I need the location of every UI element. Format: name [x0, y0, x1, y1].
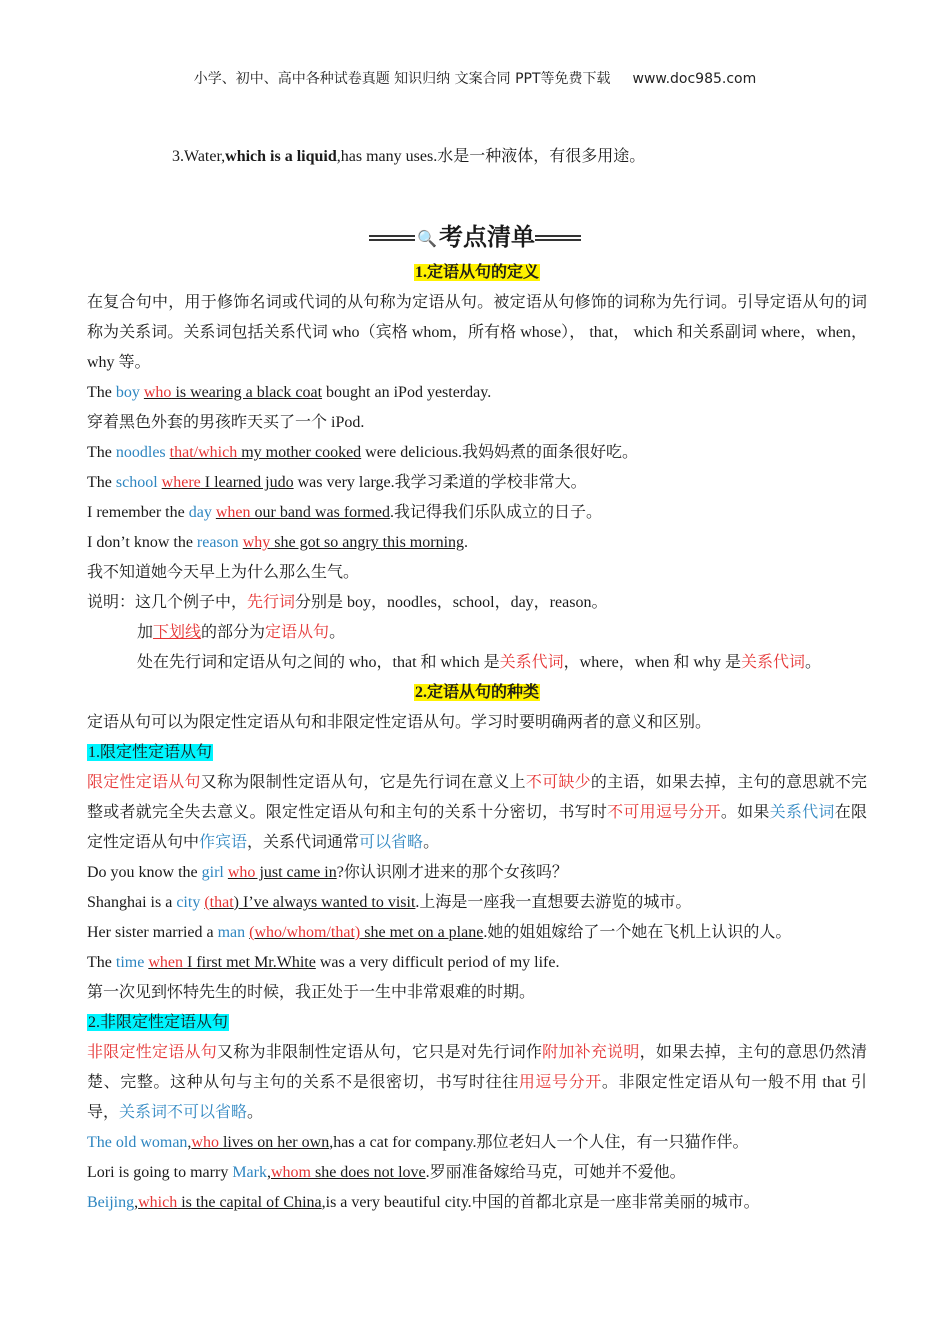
text-run: I learned judo — [200, 474, 294, 491]
restrictive-example-3 — [87, 918, 867, 948]
nonrestrictive-paragraph — [87, 1038, 867, 1128]
magnifier-icon: 🔍 — [417, 228, 437, 248]
highlight-term: time — [115, 954, 145, 971]
text-run: is wearing a black coat — [171, 384, 323, 401]
text-run — [243, 534, 464, 551]
highlight-term: Mark — [232, 1164, 267, 1181]
relative-word: 定语从句 — [265, 624, 330, 641]
text-run: was a very difficult period of my life. — [315, 954, 560, 971]
highlight-term: 可以省略 — [359, 834, 424, 851]
section-title-2-text: 2.定语从句的种类 — [414, 684, 539, 701]
text-run: .她的姐姐嫁给了一个她在飞机上认识的人。 — [483, 924, 792, 941]
text-run: .罗丽准备嫁给马克，可她并不爱他。 — [425, 1164, 686, 1181]
text-run: , — [266, 1164, 271, 1181]
example-5 — [87, 528, 867, 558]
text-run: she met on a plane — [360, 924, 484, 941]
section-title-2 — [87, 678, 867, 708]
relative-word: who — [191, 1134, 219, 1151]
text-run — [249, 924, 483, 941]
text-run: 又称为非限制性定语从句，它只是对先行词作 — [217, 1044, 543, 1061]
text-run: ，如果去掉，主句的意思仍然清楚、完整。这种从句与主句的关系不是很密切，书写时往往 — [87, 1044, 867, 1091]
restrictive-example-4 — [87, 948, 867, 978]
header-text: 小学、初中、高中各种试卷真题 知识归纳 文案合同 PPT等免费下载 — [193, 71, 611, 87]
text-run: is the capital of China — [177, 1194, 322, 1211]
text-run: I don’t know the — [87, 534, 197, 551]
definition-paragraph: 在复合句中，用于修饰名词或代词的从句称为定语从句。被定语从句修饰的词称为先行词。引导定语从句的词称为关系词。关系词包括关系代词 who（宾格 whom，所有格 whose）， that， which 和关系副词 where，when，why 等。 — [87, 294, 867, 371]
text-run: I remember the — [87, 504, 189, 521]
text-run — [138, 1194, 322, 1211]
nonrestrictive-example-2 — [87, 1158, 867, 1188]
text-run: ?你认识刚才进来的那个女孩吗？ — [336, 864, 568, 881]
relative-word: why — [242, 534, 271, 551]
note-2 — [87, 618, 867, 648]
text-run: she does not love — [310, 1164, 426, 1181]
text-run: bought an iPod yesterday. — [322, 384, 492, 401]
banner-title: 考点清单 — [438, 223, 535, 251]
relative-word: 关系代词 — [740, 654, 805, 671]
text-run: . — [464, 534, 469, 551]
text-run: 说明：这几个例子中， — [87, 594, 248, 611]
highlight-term: city — [176, 894, 201, 911]
text-run: were delicious.我妈妈煮的面条很好吃。 — [361, 444, 639, 461]
text-run: 。 — [329, 624, 346, 641]
relative-word: 非限定性定语从句 — [87, 1044, 218, 1061]
text-run: , — [187, 1134, 192, 1151]
relative-word: 用逗号分开 — [518, 1074, 602, 1091]
intro-pre: 3.Water, — [172, 148, 226, 165]
text-run: ，关系代词通常 — [247, 834, 360, 851]
text-run: our band was formed — [250, 504, 391, 521]
highlight-term: 作宾语 — [199, 834, 248, 851]
text-run: The — [87, 444, 116, 461]
relative-word: (who/whom/that) — [249, 924, 361, 941]
text-run — [216, 504, 390, 521]
restrictive-paragraph — [87, 768, 867, 858]
text-run: was very large.我学习柔道的学校非常大。 — [293, 474, 587, 491]
example-5-cn: 我不知道她今天早上为什么那么生气。 — [87, 564, 360, 581]
highlight-term: Beijing — [87, 1194, 135, 1211]
section-title-1 — [87, 258, 867, 288]
example-2 — [87, 438, 867, 468]
header-url[interactable]: www.doc985.com — [632, 71, 757, 87]
text-run: ，where，when 和 why 是 — [563, 654, 741, 671]
relative-word: ( — [204, 894, 210, 911]
relative-word: who — [143, 384, 172, 401]
text-run: The — [87, 954, 116, 971]
nonrestrictive-example-1 — [87, 1128, 867, 1158]
relative-word: 不可用逗号分开 — [607, 804, 721, 821]
intro-bold: which is a liquid — [225, 148, 337, 165]
highlight-term: day — [188, 504, 212, 521]
highlight-term: boy — [115, 384, 140, 401]
relative-word: 不可缺少 — [525, 774, 591, 791]
text-run: ) I’ve always wanted to visit — [233, 894, 416, 911]
highlight-term: 关系代词 — [769, 804, 835, 821]
banner-rule-right — [535, 235, 581, 241]
highlight-term: reason — [196, 534, 239, 551]
text-run: 的部分为 — [201, 624, 266, 641]
relative-word: 下划线 — [153, 624, 202, 641]
text-run: 加 — [137, 624, 154, 641]
relative-word: whom — [270, 1164, 311, 1181]
text-run — [144, 384, 322, 401]
highlight-term: girl — [201, 864, 224, 881]
types-intro: 定语从句可以为限定性定语从句和非限定性定语从句。学习时要明确两者的意义和区别。 — [87, 714, 712, 731]
text-run: 。非限定性定语从句一般不用 that 引导， — [87, 1074, 867, 1121]
relative-word: 关系代词 — [499, 654, 564, 671]
example-1-cn: 穿着黑色外套的男孩昨天买了一个 iPod. — [87, 414, 365, 431]
relative-word: which — [138, 1194, 178, 1211]
text-run: 。如果 — [720, 804, 770, 821]
nonrestrictive-example-3 — [87, 1188, 867, 1218]
relative-word: 限定性定语从句 — [87, 774, 201, 791]
text-run: just came in — [255, 864, 337, 881]
text-run: ,is a very beautiful city.中国的首都北京是一座非常美丽的城市。 — [321, 1194, 760, 1211]
text-run: Lori is going to marry — [87, 1164, 233, 1181]
section-title-1-text: 1.定语从句的定义 — [414, 264, 539, 281]
highlight-term: 关系词不可以省略 — [119, 1104, 248, 1121]
text-run: 。 — [247, 1104, 264, 1121]
restrictive-example-1 — [87, 858, 867, 888]
text-run — [191, 1134, 329, 1151]
text-run: 在限定性定语从句中 — [87, 804, 867, 851]
text-run: Shanghai is a — [87, 894, 177, 911]
text-run — [204, 894, 415, 911]
subheading-nonrestrictive — [87, 1008, 867, 1038]
highlight-term: school — [115, 474, 158, 491]
text-run — [148, 954, 316, 971]
text-run: , — [134, 1194, 139, 1211]
text-run: lives on her own — [218, 1134, 330, 1151]
text-run: 又称为限制性定语从句，它是先行词在意义上 — [200, 774, 526, 791]
banner-rule-left — [369, 235, 415, 241]
text-run: my mother cooked — [237, 444, 362, 461]
text-run: I first met Mr.White — [182, 954, 316, 971]
text-run: .上海是一座我一直想要去游览的城市。 — [415, 894, 692, 911]
text-run: 处在先行词和定语从句之间的 who，that 和 which 是 — [137, 654, 500, 671]
relative-word: that — [209, 894, 234, 911]
example-4 — [87, 498, 867, 528]
subheading-restrictive — [87, 738, 867, 768]
relative-word: 先行词 — [247, 594, 296, 611]
text-run: 1.限定性定语从句 — [88, 744, 213, 761]
main-content — [87, 258, 867, 1218]
highlight-term: noodles — [115, 444, 166, 461]
text-run: 的主语，如果去掉，主句的意思就不完整或者就完全失去意义。限定性定语从句和主句的关系十分密切，书写时 — [87, 774, 867, 821]
text-run: 分别是 boy，noodles，school，day，reason。 — [295, 594, 608, 611]
example-3 — [87, 468, 867, 498]
intro-post: ,has many uses.水是一种液体，有很多用途。 — [336, 148, 646, 165]
relative-word: who — [227, 864, 256, 881]
text-run: The — [87, 384, 116, 401]
text-run: 。 — [805, 654, 822, 671]
note-3 — [87, 648, 867, 678]
relative-word: that/which — [169, 444, 238, 461]
text-run: .我记得我们乐队成立的日子。 — [390, 504, 603, 521]
text-run — [271, 1164, 426, 1181]
text-run: Do you know the — [87, 864, 202, 881]
note-1 — [87, 588, 867, 618]
example-1 — [87, 378, 867, 408]
text-run: she got so angry this morning — [270, 534, 465, 551]
text-run: Her sister married a — [87, 924, 218, 941]
text-run — [170, 444, 362, 461]
relative-word: 附加补充说明 — [542, 1044, 640, 1061]
highlight-term: man — [217, 924, 246, 941]
text-run: 2.非限定性定语从句 — [88, 1014, 229, 1031]
text-run: ,has a cat for company.那位老妇人一个人住，有一只猫作伴。 — [329, 1134, 749, 1151]
intro-example — [172, 143, 645, 166]
relative-word: when — [215, 504, 251, 521]
text-run — [162, 474, 294, 491]
text-run: The — [87, 474, 116, 491]
restrictive-example-2 — [87, 888, 867, 918]
relative-word: when — [148, 954, 183, 971]
page-header — [0, 68, 950, 88]
highlight-term: The old woman — [87, 1134, 188, 1151]
text-run: 。 — [423, 834, 440, 851]
section-banner — [0, 217, 950, 252]
text-run — [228, 864, 337, 881]
relative-word: where — [161, 474, 201, 491]
restrictive-example-4-cn: 第一次见到怀特先生的时候，我正处于一生中非常艰难的时期。 — [87, 984, 536, 1001]
